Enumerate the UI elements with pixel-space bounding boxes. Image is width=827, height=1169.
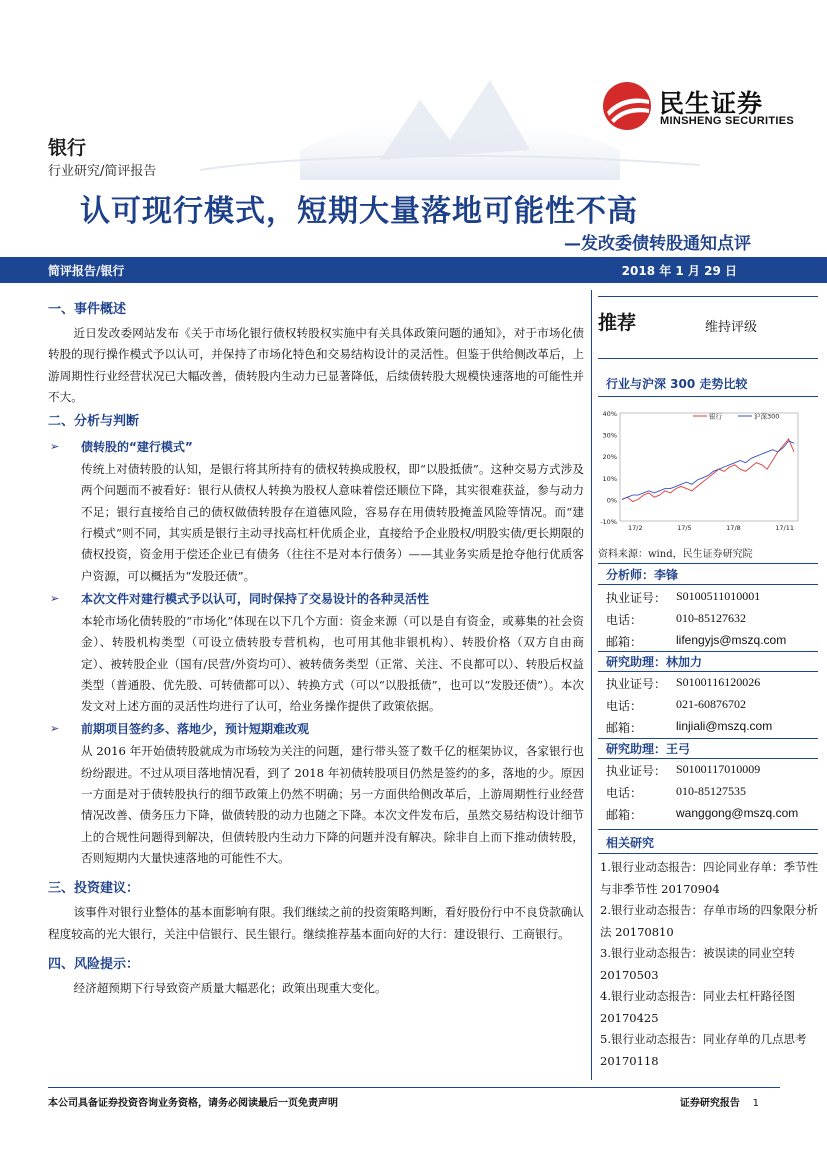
related-item: 4.银行业动态报告：同业去杠杆路径图 20170425 [600, 989, 795, 1025]
analyst-cert: 执业证号： S0100511010001 [606, 589, 761, 605]
rating-note: 维持评级 [705, 320, 758, 335]
band-date: 2018 年 1 月 29 日 [621, 264, 737, 278]
y-tick-label: 0% [606, 496, 617, 505]
assistant-cert: 执业证号： S0100116120026 [606, 675, 761, 691]
column-divider [591, 290, 592, 1080]
logo-chinese: 民生证券 [659, 89, 764, 118]
paragraph: 传统上对债转股的认知，是银行将其所持有的债权转换成股权，即“以股抵债”。这种交易方式涉及两个问题而不被看好：银行从债权人转换为股权人意味着偿还顺位下降，其实很难获益，参与动力不足；银行直接给自己的债权做债转股存在道德风险，容易存在用债转股掩盖风险等情况。而“建行模式”则不同，其实质是银行主动寻找高杠杆优质企业，直接给予企业股权/明股实债/更长期限的债权投资，资金用于偿还企业已有债务（往往不是对本行债务）——其业务实质是抢夺他行优质客户资源，可以概括为“发股还债”。 [81, 462, 584, 583]
sector-label: 银行 [48, 137, 87, 159]
assistant-heading: 研究助理：林加力 [606, 655, 703, 669]
page-subtitle: —发改委债转股通知点评 [564, 234, 751, 254]
trend-chart [598, 403, 818, 543]
logo-english: MINSHENG SECURITIES [660, 115, 795, 127]
chart-frame [620, 413, 798, 521]
x-tick-label: 17/11 [775, 524, 795, 532]
arrow-bullet-icon: ➢ [50, 722, 60, 736]
y-tick-label: 30% [602, 431, 617, 440]
bullet-heading-text: 债转股的“建行模式” [81, 440, 193, 455]
report-type: 行业研究/简评报告 [48, 164, 157, 179]
related-item: 5.银行业动态报告：同业存单的几点思考 20170118 [600, 1032, 807, 1068]
assistant-cert: 执业证号： S0100117010009 [606, 762, 761, 778]
logo-emblem-icon [603, 82, 651, 130]
main-content [48, 296, 584, 999]
bullet-heading [48, 435, 584, 459]
minsheng-logo [603, 82, 813, 132]
section-heading: 二、分析与判断 [48, 414, 140, 430]
x-tick-label: 17/8 [726, 524, 741, 532]
paragraph: 经济超预期下行导致资产质量大幅恶化；政策出现重大变化。 [73, 980, 387, 995]
footer-divider [48, 1087, 780, 1088]
bullet-heading-text: 前期项目签约多、落地少，预计短期难改观 [81, 722, 310, 737]
footer-label: 证券研究报告 [679, 1098, 740, 1109]
assistant-phone: 电话： 010-85127535 [606, 784, 746, 800]
section-heading: 一、事件概述 [48, 302, 127, 317]
y-tick-label: 20% [602, 453, 617, 462]
assistant-phone: 电话： 021-60876702 [606, 697, 746, 713]
paragraph: 本轮市场化债转股的“市场化”体现在以下几个方面：资金来源（可以是自有资金，或募集的社会资金）、转股机构类型（可设立债转股专营机构，也可用其他非银机构）、转股价格（双方自由商定）、被转股企业（国有/民营/外资均可）、被转债务类型（正常、关注、不良都可以）、转股后权益类型（普通股、优先股、可转债都可以）、转换方式（可以“以股抵债”，也可以“发股还债”）。本次发文对上述方面的灵活性均进行了认可，给业务操作提供了政策依据。 [81, 613, 584, 714]
related-item: 2.银行业动态报告：存单市场的四象限分析法 20170810 [600, 903, 818, 939]
x-tick-label: 17/5 [677, 524, 692, 532]
footer-disclaimer: 本公司具备证券投资咨询业务资格，请务必阅读最后一页免责声明 [48, 1098, 338, 1109]
related-heading: 相关研究 [606, 836, 655, 850]
rating: 推荐 [598, 312, 637, 334]
section-heading: 三、投资建议： [48, 881, 140, 897]
paragraph: 从 2016 年开始债转股就成为市场较为关注的问题，建行带头签了数千亿的框架协议，各家银行也纷纷跟进。不过从项目落地情况看，到了 2018 年初债转股项目仍然是签约的多，落地的少。原因一方面是对于债转股执行的细节政策上仍然不明确；另一方面供给侧改革后，上游周期性行业经营情况改善、债务压力下降，做债转股的动力也随之下降。本次文件发布后，虽然交易结构设计细节上的合规性问题得到解决，但债转股内生动力下降的问题并没有解决。除非自上而下推动债转股，否则短期内大量快速落地的可能性不大。 [81, 744, 584, 865]
legend-label: 银行 [709, 412, 722, 421]
bullet-heading-text: 本次文件对建行模式予以认可，同时保持了交易设计的各种灵活性 [81, 591, 430, 606]
y-tick-label: 10% [602, 474, 617, 483]
band-category: 简评报告/银行 [48, 264, 125, 278]
analyst-heading: 分析师：李锋 [606, 568, 679, 582]
page-number: 1 [752, 1098, 759, 1109]
section-heading: 四、风险提示： [48, 956, 140, 972]
y-tick-label: 40% [602, 410, 617, 418]
analyst-phone: 电话： 010-85127632 [606, 611, 746, 627]
assistant-heading: 研究助理：王弓 [606, 742, 691, 756]
legend-label: 沪深300 [754, 412, 780, 421]
analyst-email: 邮箱： lifengyjs@mszq.com [606, 633, 787, 649]
paragraph: 该事件对银行业整体的基本面影响有限。我们继续之前的投资策略判断，看好股份行中不良贷款确认程度较高的光大银行，关注中信银行、民生银行。继续推荐基本面向好的大行：建设银行、工商银行。 [48, 905, 584, 941]
arrow-bullet-icon: ➢ [50, 440, 60, 454]
header-band [0, 257, 827, 283]
series-line-hs300 [622, 441, 794, 499]
chart-heading: 行业与沪深 300 走势比较 [606, 377, 748, 391]
related-item: 3.银行业动态报告：被误读的同业空转 20170503 [600, 946, 795, 982]
chart-source: 资料来源：wind，民生证券研究院 [598, 549, 753, 560]
page-title: 认可现行模式，短期大量落地可能性不高 [80, 194, 638, 229]
bullet-heading [48, 587, 584, 611]
bullet-heading [48, 717, 584, 741]
series-line-bank [622, 439, 794, 502]
assistant-email: 邮箱： wanggong@mszq.com [606, 806, 799, 822]
footer-right [680, 1094, 759, 1109]
y-tick-label: -10% [600, 518, 617, 526]
assistant-email: 邮箱： linjiali@mszq.com [606, 719, 773, 735]
x-tick-label: 17/2 [628, 524, 643, 532]
related-item: 1.银行业动态报告：四论同业存单：季节性与非季节性 20170904 [600, 860, 818, 896]
related-research-list [598, 857, 818, 1072]
arrow-bullet-icon: ➢ [50, 591, 60, 605]
paragraph: 近日发改委网站发布《关于市场化银行债权转股权实施中有关具体政策问题的通知》，对于市场化债转股的现行操作模式予以认可，并保持了市场化特色和交易结构设计的灵活性。但鉴于供给侧改革后，上游周期性行业经营状况已大幅改善，债转股内生动力已显著降低，后续债转股大规模快速落地的可能性并不大。 [48, 326, 584, 404]
